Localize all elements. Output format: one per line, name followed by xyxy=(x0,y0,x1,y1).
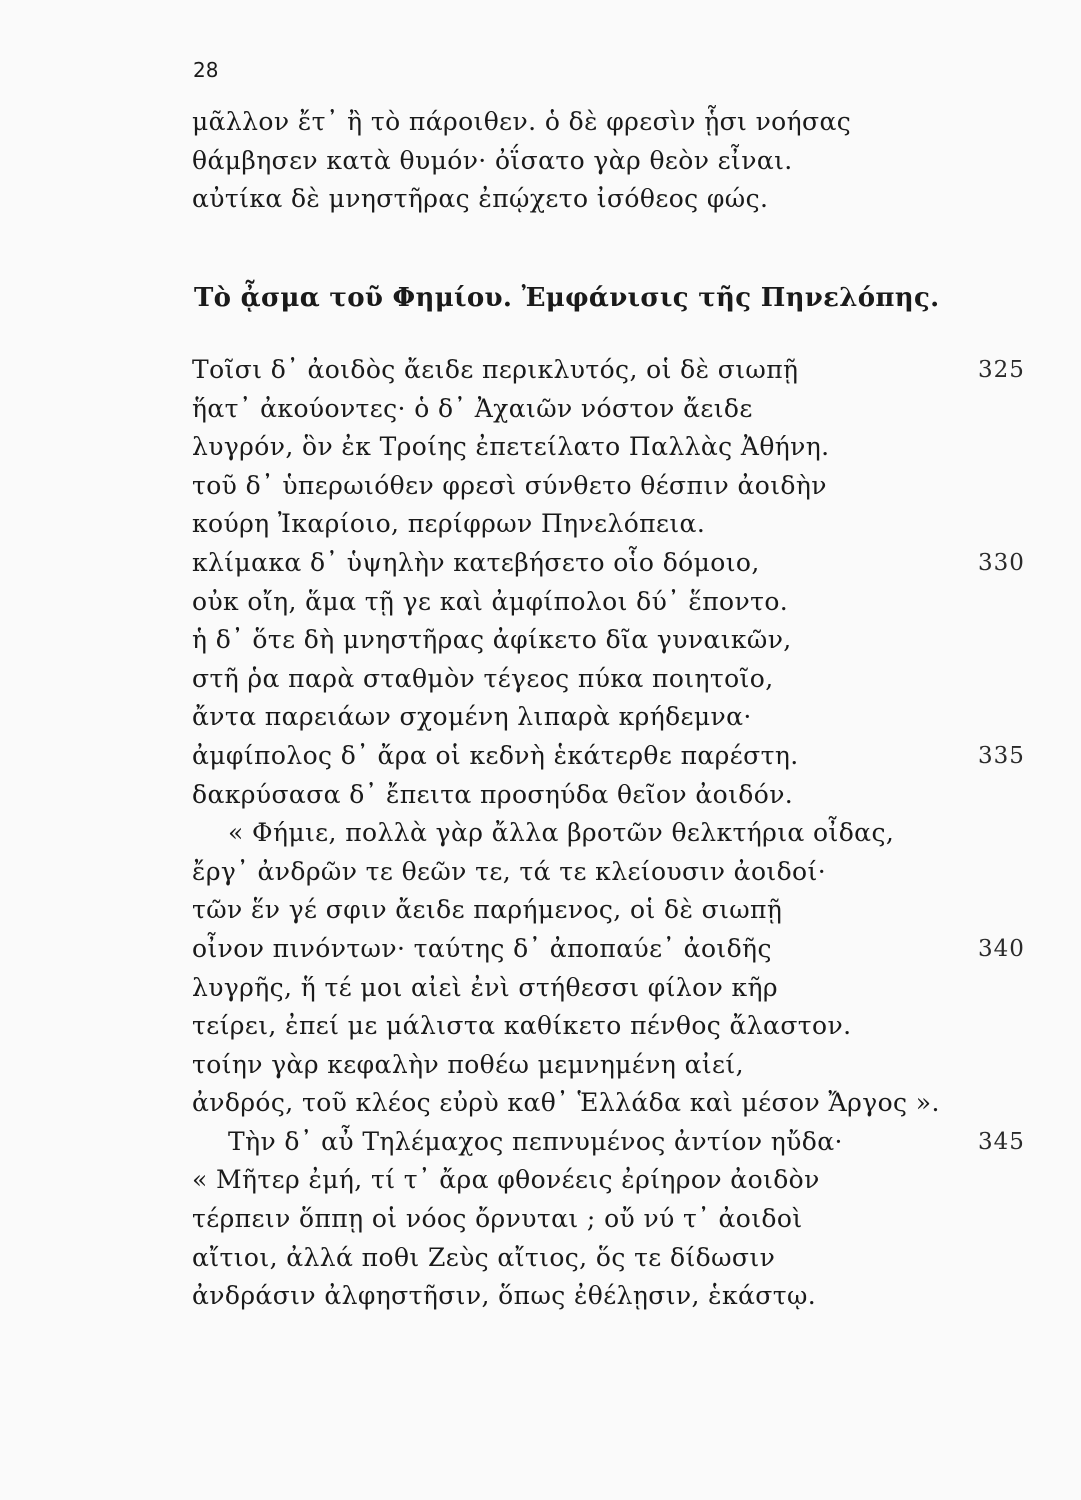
verse-line xyxy=(192,467,1042,506)
verse-line xyxy=(192,428,1042,467)
verse-text: αἴτιοι, ἀλλά ποθι Ζεὺς αἴτιος, ὅς τε δίδωσιν xyxy=(192,1242,776,1272)
verse-text: τείρει, ἐπεί με μάλιστα καθίκετο πένθος ἄλαστον. xyxy=(192,1011,852,1041)
verse-line xyxy=(192,891,1042,930)
verse-text: τῶν ἕν γέ σφιν ἄειδε παρήμενος, οἱ δὲ σιωπῇ xyxy=(192,895,783,925)
line-number: 340 xyxy=(978,935,1025,962)
line-number: 345 xyxy=(978,1128,1025,1155)
line-number: 330 xyxy=(978,549,1025,576)
verse-line xyxy=(192,660,1042,699)
verse-line xyxy=(192,737,1042,776)
verse-text: στῆ ῥα παρὰ σταθμὸν τέγεος πύκα ποιητοῖο, xyxy=(192,663,774,693)
verse-line xyxy=(192,1277,1042,1316)
page-number: 28 xyxy=(193,58,219,82)
verse-line: μᾶλλον ἔτ᾽ ἢ τὸ πάροιθεν. ὁ δὲ φρεσὶν ᾗσι νοήσας xyxy=(192,107,852,136)
verse-text: τοῦ δ᾽ ὑπερωιόθεν φρεσὶ σύνθετο θέσπιν ἀοιδὴν xyxy=(192,470,827,500)
verse-text: οἶνον πινόντων· ταύτης δ᾽ ἀποπαύε᾽ ἀοιδῆς xyxy=(192,933,772,963)
verse-line xyxy=(192,621,1042,660)
verse-text: ἀνδράσιν ἀλφηστῆσιν, ὅπως ἐθέλῃσιν, ἑκάστῳ. xyxy=(192,1281,817,1311)
line-number: 335 xyxy=(978,742,1025,769)
verse-text: ἡ δ᾽ ὅτε δὴ μνηστῆρας ἀφίκετο δῖα γυναικῶν, xyxy=(192,625,792,655)
verse-text: Τὴν δ᾽ αὖ Τηλέμαχος πεπνυμένος ἀντίον ηὔδα· xyxy=(228,1126,843,1156)
intro-verses xyxy=(192,103,1042,219)
verse-line xyxy=(192,1200,1042,1239)
verse-text: κλίμακα δ᾽ ὑψηλὴν κατεβήσετο οἷο δόμοιο, xyxy=(192,547,760,577)
verse-line xyxy=(192,351,1042,390)
verse-text: ἄντα παρειάων σχομένη λιπαρὰ κρήδεμνα· xyxy=(192,702,752,732)
verse-text: οὐκ οἴη, ἅμα τῇ γε καὶ ἀμφίπολοι δύ᾽ ἕποντο. xyxy=(192,586,789,616)
verse-line xyxy=(192,930,1042,969)
verse-line xyxy=(192,776,1042,815)
verse-text: ἀνδρός, τοῦ κλέος εὐρὺ καθ᾽ Ἑλλάδα καὶ μέσον Ἄργος ». xyxy=(192,1088,940,1118)
main-verses xyxy=(192,351,1042,1316)
verse-text: ἥατ᾽ ἀκούοντες· ὁ δ᾽ Ἀχαιῶν νόστον ἄειδε xyxy=(192,393,753,423)
verse-text: τέρπειν ὅππῃ οἱ νόος ὄρνυται ; οὔ νύ τ᾽ ἀοιδοὶ xyxy=(192,1204,803,1234)
verse-text: δακρύσασα δ᾽ ἔπειτα προσηύδα θεῖον ἀοιδόν. xyxy=(192,779,794,809)
verse-text: τοίην γὰρ κεφαλὴν ποθέω μεμνημένη αἰεί, xyxy=(192,1049,744,1079)
verse-text: Τοῖσι δ᾽ ἀοιδὸς ἄειδε περικλυτός, οἱ δὲ σιωπῇ xyxy=(192,355,799,384)
verse-line xyxy=(192,1239,1042,1278)
verse-line xyxy=(192,1084,1042,1123)
verse-text: ἔργ᾽ ἀνδρῶν τε θεῶν τε, τά τε κλείουσιν ἀοιδοί· xyxy=(192,856,827,886)
verse-line xyxy=(192,1123,1042,1162)
line-number: 325 xyxy=(978,357,1025,383)
verse-line: θάμβησεν κατὰ θυμόν· ὀΐσατο γὰρ θεὸν εἶναι. xyxy=(192,145,793,175)
verse-line xyxy=(192,544,1042,583)
verse-text: λυγρόν, ὃν ἐκ Τροίης ἐπετείλατο Παλλὰς Ἀθήνη. xyxy=(192,432,830,462)
verse-line xyxy=(192,1046,1042,1085)
verse-line xyxy=(192,853,1042,892)
verse-text: κούρη Ἰκαρίοιο, περίφρων Πηνελόπεια. xyxy=(192,509,706,539)
verse-line xyxy=(192,1007,1042,1046)
verse-line xyxy=(192,698,1042,737)
verse-line: αὐτίκα δὲ μνηστῆρας ἐπῴχετο ἰσόθεος φώς. xyxy=(192,184,769,214)
verse-line xyxy=(192,814,1042,853)
verse-line xyxy=(192,969,1042,1008)
verse-text: ἀμφίπολος δ᾽ ἄρα οἱ κεδνὴ ἑκάτερθε παρέστη. xyxy=(192,740,799,770)
verse-line xyxy=(192,583,1042,622)
verse-line xyxy=(192,390,1042,429)
verse-text: « Μῆτερ ἐμή, τί τ᾽ ἄρα φθονέεις ἐρίηρον ἀοιδὸν xyxy=(192,1165,820,1195)
verse-text: « Φήμιε, πολλὰ γὰρ ἄλλα βροτῶν θελκτήρια οἶδας, xyxy=(228,818,895,848)
section-heading: Τὸ ᾆσμα τοῦ Φημίου. Ἐμφάνισις τῆς Πηνελόπης. xyxy=(194,283,940,313)
verse-text: λυγρῆς, ἥ τέ μοι αἰεὶ ἐνὶ στήθεσσι φίλον κῆρ xyxy=(192,972,779,1002)
verse-line xyxy=(192,505,1042,544)
verse-line xyxy=(192,1161,1042,1200)
